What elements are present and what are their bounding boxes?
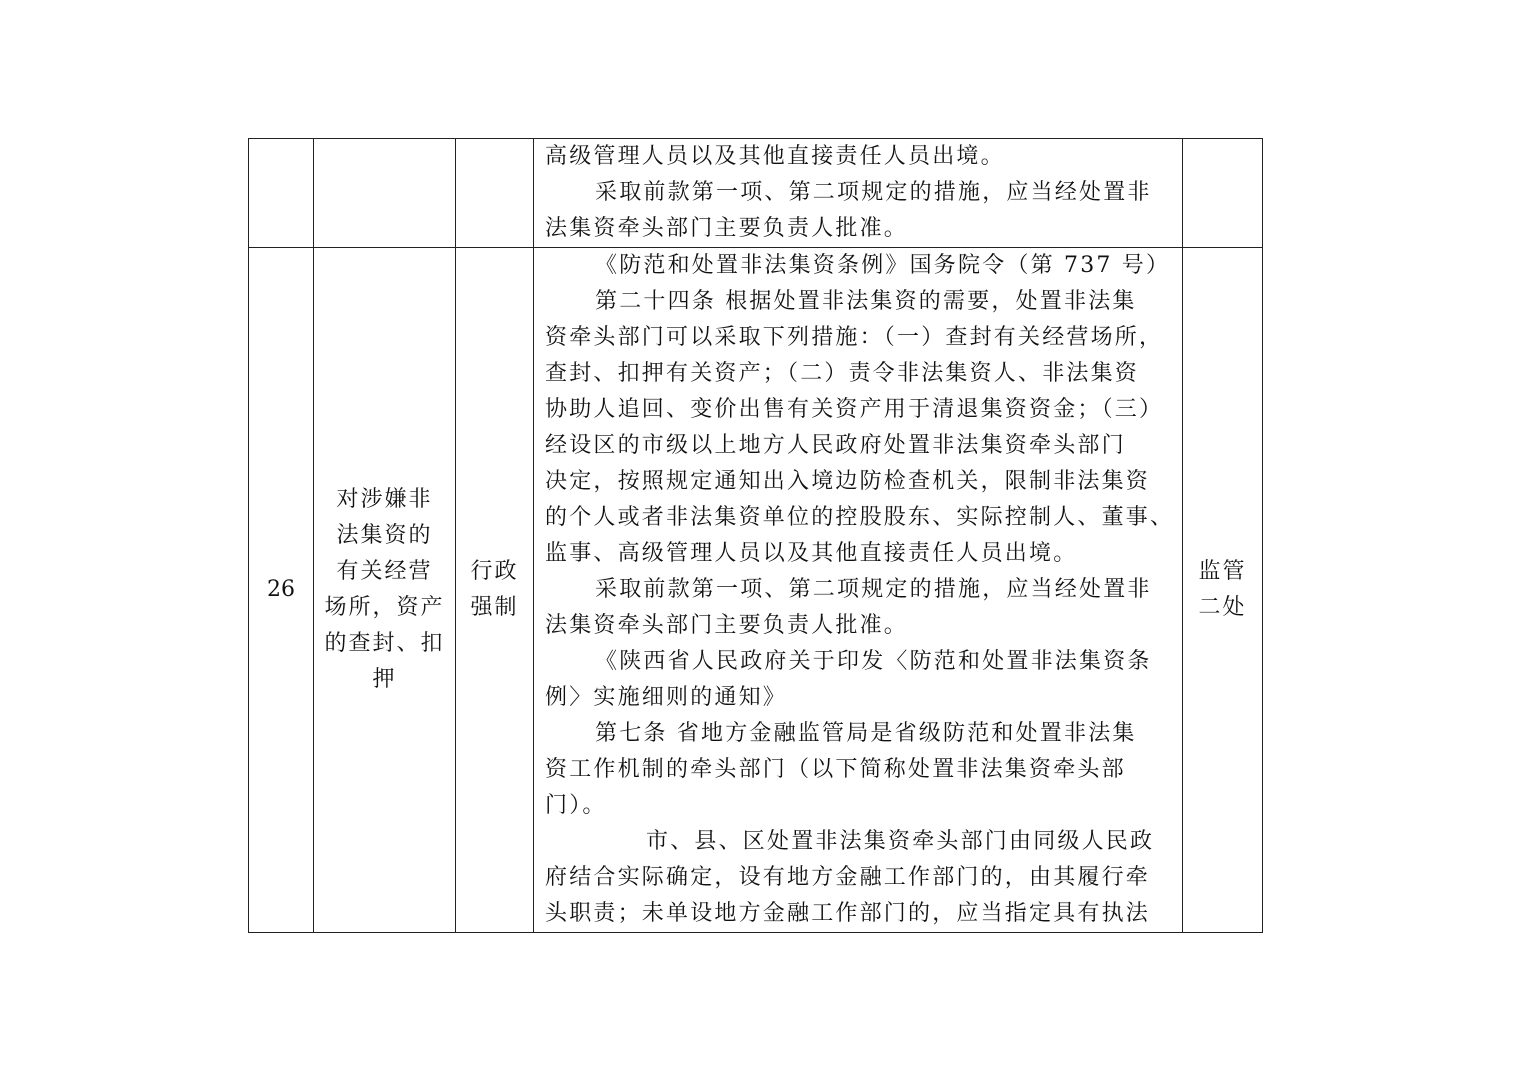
basis-line: 市、县、区处置非法集资牵头部门由同级人民政 bbox=[646, 829, 1155, 854]
basis-line: 经设区的市级以上地方人民政府处置非法集资牵头部门 bbox=[545, 433, 1126, 458]
dept-line: 二处 bbox=[1198, 595, 1247, 620]
basis-line: 《防范和处置非法集资条例》国务院令（第 737 号） bbox=[595, 253, 1171, 278]
row-number: 26 bbox=[267, 577, 295, 602]
basis-line: 采取前款第一项、第二项规定的措施，应当经处置非 bbox=[595, 180, 1152, 205]
type-cell bbox=[456, 248, 534, 933]
basis-line: 第七条 省地方金融监管局是省级防范和处置非法集 bbox=[595, 721, 1137, 746]
item-line: 场所，资产 bbox=[324, 595, 445, 620]
basis-line: 门）。 bbox=[545, 793, 607, 818]
basis-line: 资工作机制的牵头部门（以下简称处置非法集资牵头部 bbox=[545, 757, 1126, 782]
basis-cell bbox=[534, 248, 1183, 933]
type-cell bbox=[456, 139, 534, 248]
basis-line: 例〉实施细则的通知》 bbox=[545, 685, 788, 710]
basis-line: 查封、扣押有关资产；（二）责令非法集资人、非法集资 bbox=[545, 361, 1140, 386]
dept-line: 监管 bbox=[1198, 559, 1247, 584]
basis-line: 决定，按照规定通知出入境边防检查机关，限制非法集资 bbox=[545, 469, 1151, 494]
number-cell bbox=[249, 139, 314, 248]
basis-line: 资牵头部门可以采取下列措施：（一）查封有关经营场所， bbox=[545, 325, 1164, 350]
basis-line: 监事、高级管理人员以及其他直接责任人员出境。 bbox=[545, 541, 1078, 566]
basis-line: 的个人或者非法集资单位的控股股东、实际控制人、董事、 bbox=[545, 505, 1175, 530]
type-line: 强制 bbox=[470, 595, 519, 620]
basis-line: 法集资牵头部门主要负责人批准。 bbox=[545, 216, 909, 241]
type-line: 行政 bbox=[470, 559, 519, 584]
basis-line: 《陕西省人民政府关于印发〈防范和处置非法集资条 bbox=[595, 649, 1152, 674]
basis-line: 法集资牵头部门主要负责人批准。 bbox=[545, 613, 909, 638]
basis-line: 采取前款第一项、第二项规定的措施，应当经处置非 bbox=[595, 577, 1152, 602]
item-line: 押 bbox=[372, 667, 397, 692]
item-line: 有关经营 bbox=[336, 559, 433, 584]
basis-line: 第二十四条 根据处置非法集资的需要，处置非法集 bbox=[595, 289, 1137, 314]
regulation-table bbox=[248, 138, 1263, 933]
dept-cell bbox=[1183, 139, 1263, 248]
item-cell bbox=[314, 248, 456, 933]
dept-cell bbox=[1183, 248, 1263, 933]
item-line: 对涉嫌非 bbox=[336, 487, 433, 512]
number-cell bbox=[249, 248, 314, 933]
item-line: 法集资的 bbox=[336, 523, 433, 548]
item-line: 的查封、扣 bbox=[324, 631, 445, 656]
basis-line: 协助人追回、变价出售有关资产用于清退集资资金；（三） bbox=[545, 397, 1164, 422]
basis-line: 府结合实际确定，设有地方金融工作部门的，由其履行牵 bbox=[545, 865, 1151, 890]
basis-line: 头职责；未单设地方金融工作部门的，应当指定具有执法 bbox=[545, 901, 1151, 926]
basis-line: 高级管理人员以及其他直接责任人员出境。 bbox=[545, 144, 1005, 169]
item-cell bbox=[314, 139, 456, 248]
table-row-26 bbox=[249, 248, 1263, 933]
basis-cell bbox=[534, 139, 1183, 248]
table-row-continued bbox=[249, 139, 1263, 248]
